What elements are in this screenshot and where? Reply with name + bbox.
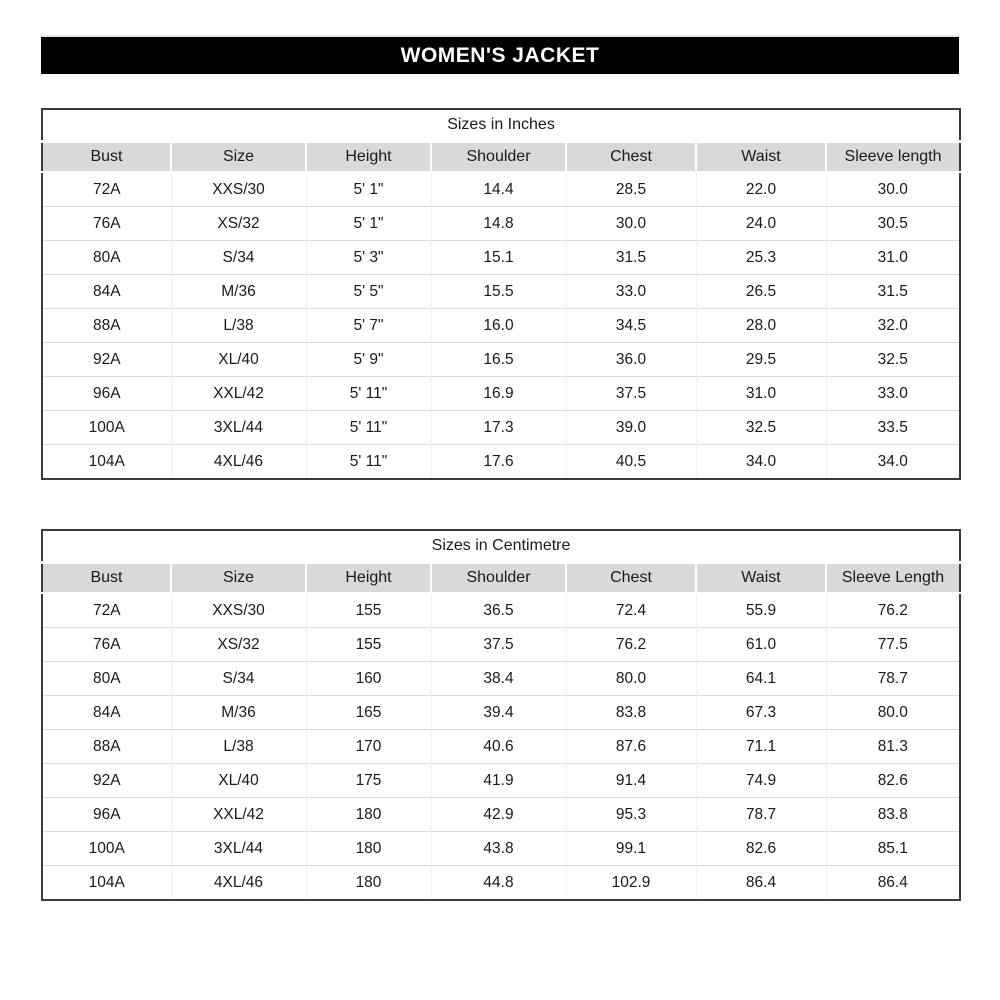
table-cell: 30.5	[826, 207, 960, 241]
table-cell: 5' 9"	[306, 343, 431, 377]
table-caption-row	[42, 530, 960, 563]
table-cell: XXS/30	[171, 593, 306, 628]
table-cell: 76A	[42, 207, 171, 241]
table-cell: 100A	[42, 411, 171, 445]
table-cell: 3XL/44	[171, 832, 306, 866]
table-cell: 170	[306, 730, 431, 764]
column-header: Waist	[696, 142, 826, 173]
table-cell: 104A	[42, 445, 171, 480]
table-header-row	[42, 142, 960, 173]
table-cell: 31.5	[826, 275, 960, 309]
table-cell: 31.0	[826, 241, 960, 275]
table-cell: 5' 7"	[306, 309, 431, 343]
table-cell: 40.6	[431, 730, 566, 764]
table-cell: 80.0	[826, 696, 960, 730]
table-cell: 99.1	[566, 832, 696, 866]
table-cell: 5' 5"	[306, 275, 431, 309]
table-cell: 24.0	[696, 207, 826, 241]
table-cell: 25.3	[696, 241, 826, 275]
table-row	[42, 445, 960, 480]
table-cell: 28.0	[696, 309, 826, 343]
table-cell: 5' 11"	[306, 377, 431, 411]
table-cell: 83.8	[826, 798, 960, 832]
column-header: Height	[306, 563, 431, 594]
page-title: WOMEN'S JACKET	[400, 43, 600, 67]
sizes-inches-table	[41, 108, 961, 480]
table-cell: 155	[306, 593, 431, 628]
table-cell: 44.8	[431, 866, 566, 901]
table-cell: 72.4	[566, 593, 696, 628]
column-header: Bust	[42, 563, 171, 594]
table-cell: 155	[306, 628, 431, 662]
table-row	[42, 662, 960, 696]
table-row	[42, 172, 960, 207]
column-header: Sleeve Length	[826, 563, 960, 594]
table-caption: Sizes in Centimetre	[42, 530, 960, 563]
table-row	[42, 866, 960, 901]
table-cell: 84A	[42, 696, 171, 730]
table-cell: 80.0	[566, 662, 696, 696]
table-row	[42, 798, 960, 832]
table-row	[42, 275, 960, 309]
table-cell: 39.4	[431, 696, 566, 730]
table-cell: L/38	[171, 730, 306, 764]
table-cell: S/34	[171, 241, 306, 275]
table-cell: 5' 1"	[306, 172, 431, 207]
table-cell: 30.0	[826, 172, 960, 207]
table-cell: 28.5	[566, 172, 696, 207]
table-cell: 4XL/46	[171, 445, 306, 480]
table-cell: 67.3	[696, 696, 826, 730]
table-row	[42, 343, 960, 377]
table-cell: 5' 1"	[306, 207, 431, 241]
table-cell: 92A	[42, 343, 171, 377]
table-cell: 86.4	[696, 866, 826, 901]
table-cell: 91.4	[566, 764, 696, 798]
table-row	[42, 832, 960, 866]
column-header: Sleeve length	[826, 142, 960, 173]
table-cell: 81.3	[826, 730, 960, 764]
table-cell: 80A	[42, 241, 171, 275]
table-cell: 5' 11"	[306, 445, 431, 480]
table-cell: 175	[306, 764, 431, 798]
table-caption-row	[42, 109, 960, 142]
column-header: Chest	[566, 142, 696, 173]
table-cell: 72A	[42, 172, 171, 207]
table-cell: 88A	[42, 730, 171, 764]
table-cell: 14.4	[431, 172, 566, 207]
table-cell: XXL/42	[171, 377, 306, 411]
table-cell: 84A	[42, 275, 171, 309]
table-cell: S/34	[171, 662, 306, 696]
table-cell: 22.0	[696, 172, 826, 207]
table-cell: 26.5	[696, 275, 826, 309]
table-cell: 14.8	[431, 207, 566, 241]
column-header: Shoulder	[431, 563, 566, 594]
table-cell: M/36	[171, 275, 306, 309]
table-cell: 5' 11"	[306, 411, 431, 445]
table-cell: 15.1	[431, 241, 566, 275]
table-cell: XS/32	[171, 628, 306, 662]
column-header: Size	[171, 142, 306, 173]
table-cell: 34.0	[826, 445, 960, 480]
table-cell: 96A	[42, 798, 171, 832]
table-cell: 76A	[42, 628, 171, 662]
table-cell: L/38	[171, 309, 306, 343]
table-cell: 102.9	[566, 866, 696, 901]
table-cell: 29.5	[696, 343, 826, 377]
table-cell: 92A	[42, 764, 171, 798]
table-cell: 3XL/44	[171, 411, 306, 445]
table-cell: 165	[306, 696, 431, 730]
table-cell: 37.5	[566, 377, 696, 411]
table-cell: XL/40	[171, 343, 306, 377]
table-cell: 64.1	[696, 662, 826, 696]
table-row	[42, 593, 960, 628]
table-cell: XXS/30	[171, 172, 306, 207]
table-cell: 34.5	[566, 309, 696, 343]
table-row	[42, 730, 960, 764]
column-header: Shoulder	[431, 142, 566, 173]
table-cell: 30.0	[566, 207, 696, 241]
table-cell: 15.5	[431, 275, 566, 309]
table-cell: XS/32	[171, 207, 306, 241]
table-cell: 17.3	[431, 411, 566, 445]
table-cell: 180	[306, 866, 431, 901]
table-cell: 16.5	[431, 343, 566, 377]
table-cell: 5' 3"	[306, 241, 431, 275]
table-cell: 72A	[42, 593, 171, 628]
table-row	[42, 764, 960, 798]
table-cell: 38.4	[431, 662, 566, 696]
table-cell: 36.5	[431, 593, 566, 628]
table-cell: 36.0	[566, 343, 696, 377]
table-cell: 39.0	[566, 411, 696, 445]
table-cell: M/36	[171, 696, 306, 730]
table-cell: 74.9	[696, 764, 826, 798]
column-header: Size	[171, 563, 306, 594]
table-cell: 16.9	[431, 377, 566, 411]
table-cell: 43.8	[431, 832, 566, 866]
table-cell: 32.5	[826, 343, 960, 377]
table-cell: 40.5	[566, 445, 696, 480]
table-row	[42, 309, 960, 343]
table-cell: 96A	[42, 377, 171, 411]
table-cell: 61.0	[696, 628, 826, 662]
table-cell: 100A	[42, 832, 171, 866]
table-cell: 85.1	[826, 832, 960, 866]
table-header-row	[42, 563, 960, 594]
table-cell: 77.5	[826, 628, 960, 662]
table-cell: 87.6	[566, 730, 696, 764]
table-cell: 55.9	[696, 593, 826, 628]
table-cell: 33.5	[826, 411, 960, 445]
table-cell: 33.0	[566, 275, 696, 309]
table-cell: 180	[306, 798, 431, 832]
table-cell: 71.1	[696, 730, 826, 764]
title-banner	[41, 35, 959, 74]
table-cell: 4XL/46	[171, 866, 306, 901]
table-row	[42, 207, 960, 241]
table-cell: 76.2	[826, 593, 960, 628]
table-cell: 17.6	[431, 445, 566, 480]
table-cell: 78.7	[826, 662, 960, 696]
table-cell: 82.6	[696, 832, 826, 866]
table-cell: 86.4	[826, 866, 960, 901]
table-row	[42, 411, 960, 445]
column-header: Waist	[696, 563, 826, 594]
table-row	[42, 241, 960, 275]
table-cell: XL/40	[171, 764, 306, 798]
column-header: Height	[306, 142, 431, 173]
sizes-centimetre-table	[41, 529, 961, 901]
table-cell: 88A	[42, 309, 171, 343]
table-row	[42, 377, 960, 411]
table-cell: 31.5	[566, 241, 696, 275]
table-row	[42, 628, 960, 662]
table-cell: 76.2	[566, 628, 696, 662]
table-cell: 83.8	[566, 696, 696, 730]
table-row	[42, 696, 960, 730]
table-cell: 41.9	[431, 764, 566, 798]
table-cell: XXL/42	[171, 798, 306, 832]
table-cell: 80A	[42, 662, 171, 696]
column-header: Bust	[42, 142, 171, 173]
table-cell: 42.9	[431, 798, 566, 832]
table-cell: 34.0	[696, 445, 826, 480]
table-cell: 95.3	[566, 798, 696, 832]
table-caption: Sizes in Inches	[42, 109, 960, 142]
table-cell: 31.0	[696, 377, 826, 411]
table-cell: 32.0	[826, 309, 960, 343]
table-cell: 82.6	[826, 764, 960, 798]
table-cell: 180	[306, 832, 431, 866]
table-cell: 32.5	[696, 411, 826, 445]
table-cell: 104A	[42, 866, 171, 901]
table-cell: 33.0	[826, 377, 960, 411]
table-cell: 37.5	[431, 628, 566, 662]
table-cell: 78.7	[696, 798, 826, 832]
table-cell: 160	[306, 662, 431, 696]
table-cell: 16.0	[431, 309, 566, 343]
column-header: Chest	[566, 563, 696, 594]
